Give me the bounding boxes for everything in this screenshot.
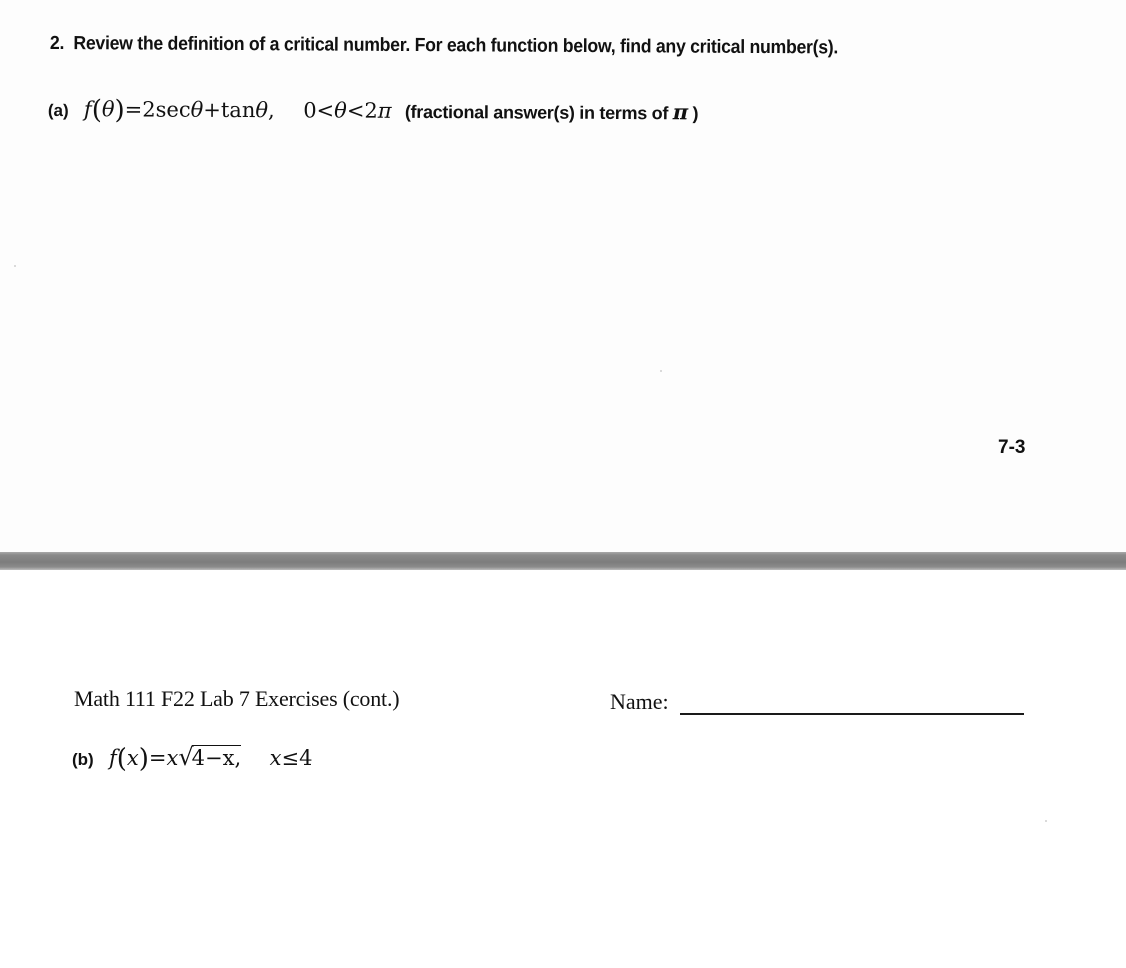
part-a-rhs-2: +tan [203, 97, 256, 123]
part-a-rhs-1: =2sec [124, 97, 191, 122]
domain-mid: <2 [346, 98, 378, 123]
open-paren: ( [91, 95, 102, 126]
scan-speck [14, 265, 16, 267]
domain-variable: θ [334, 98, 347, 123]
part-b-domain-relation: ≤4 [281, 746, 313, 770]
open-paren-b: ( [116, 744, 127, 774]
page-divider [0, 552, 1126, 570]
close-paren-b: ) [138, 744, 149, 774]
part-a-function-name: f [83, 97, 92, 122]
radicand: 4−x, [191, 746, 242, 770]
part-b-equation [108, 743, 242, 774]
close-paren: ) [114, 95, 125, 126]
part-a-equation [83, 95, 275, 126]
part-b-domain-variable: x [269, 746, 282, 770]
part-a [48, 95, 698, 128]
part-b-domain [270, 746, 313, 770]
question-prompt [50, 33, 838, 59]
part-b [72, 743, 312, 774]
part-a-variable: θ [101, 97, 115, 122]
domain-lead: 0< [303, 98, 335, 123]
part-b-variable-2: x [166, 746, 179, 770]
part-a-label: (a) [47, 100, 69, 121]
part-b-label: (b) [72, 750, 94, 769]
part-a-note [404, 99, 699, 125]
radical-sign: √ [178, 743, 194, 771]
question-text: Review the definition of a critical number. For each function below, find any critical number(s). [73, 33, 839, 59]
part-a-variable-3: θ [255, 98, 269, 123]
name-blank-line[interactable] [680, 713, 1024, 715]
question-number: 2. [49, 33, 65, 55]
part-a-variable-2: θ [190, 97, 204, 122]
page-number: 7-3 [998, 437, 1026, 458]
scan-speck [1045, 820, 1047, 822]
note-pi: π [672, 99, 688, 125]
lab-header-title: Math 111 F22 Lab 7 Exercises (cont.) [74, 686, 400, 711]
square-root [178, 743, 241, 771]
part-a-domain [303, 98, 392, 122]
part-b-variable: x [126, 746, 139, 770]
name-label: Name: [610, 689, 669, 714]
note-prefix: (fractional answer(s) in terms of [404, 101, 669, 124]
part-b-function-name: f [108, 746, 117, 770]
domain-pi: π [377, 98, 392, 123]
scan-speck [660, 370, 662, 372]
note-suffix: ) [692, 103, 699, 124]
part-b-equals: = [148, 746, 167, 770]
comma: , [267, 98, 275, 123]
